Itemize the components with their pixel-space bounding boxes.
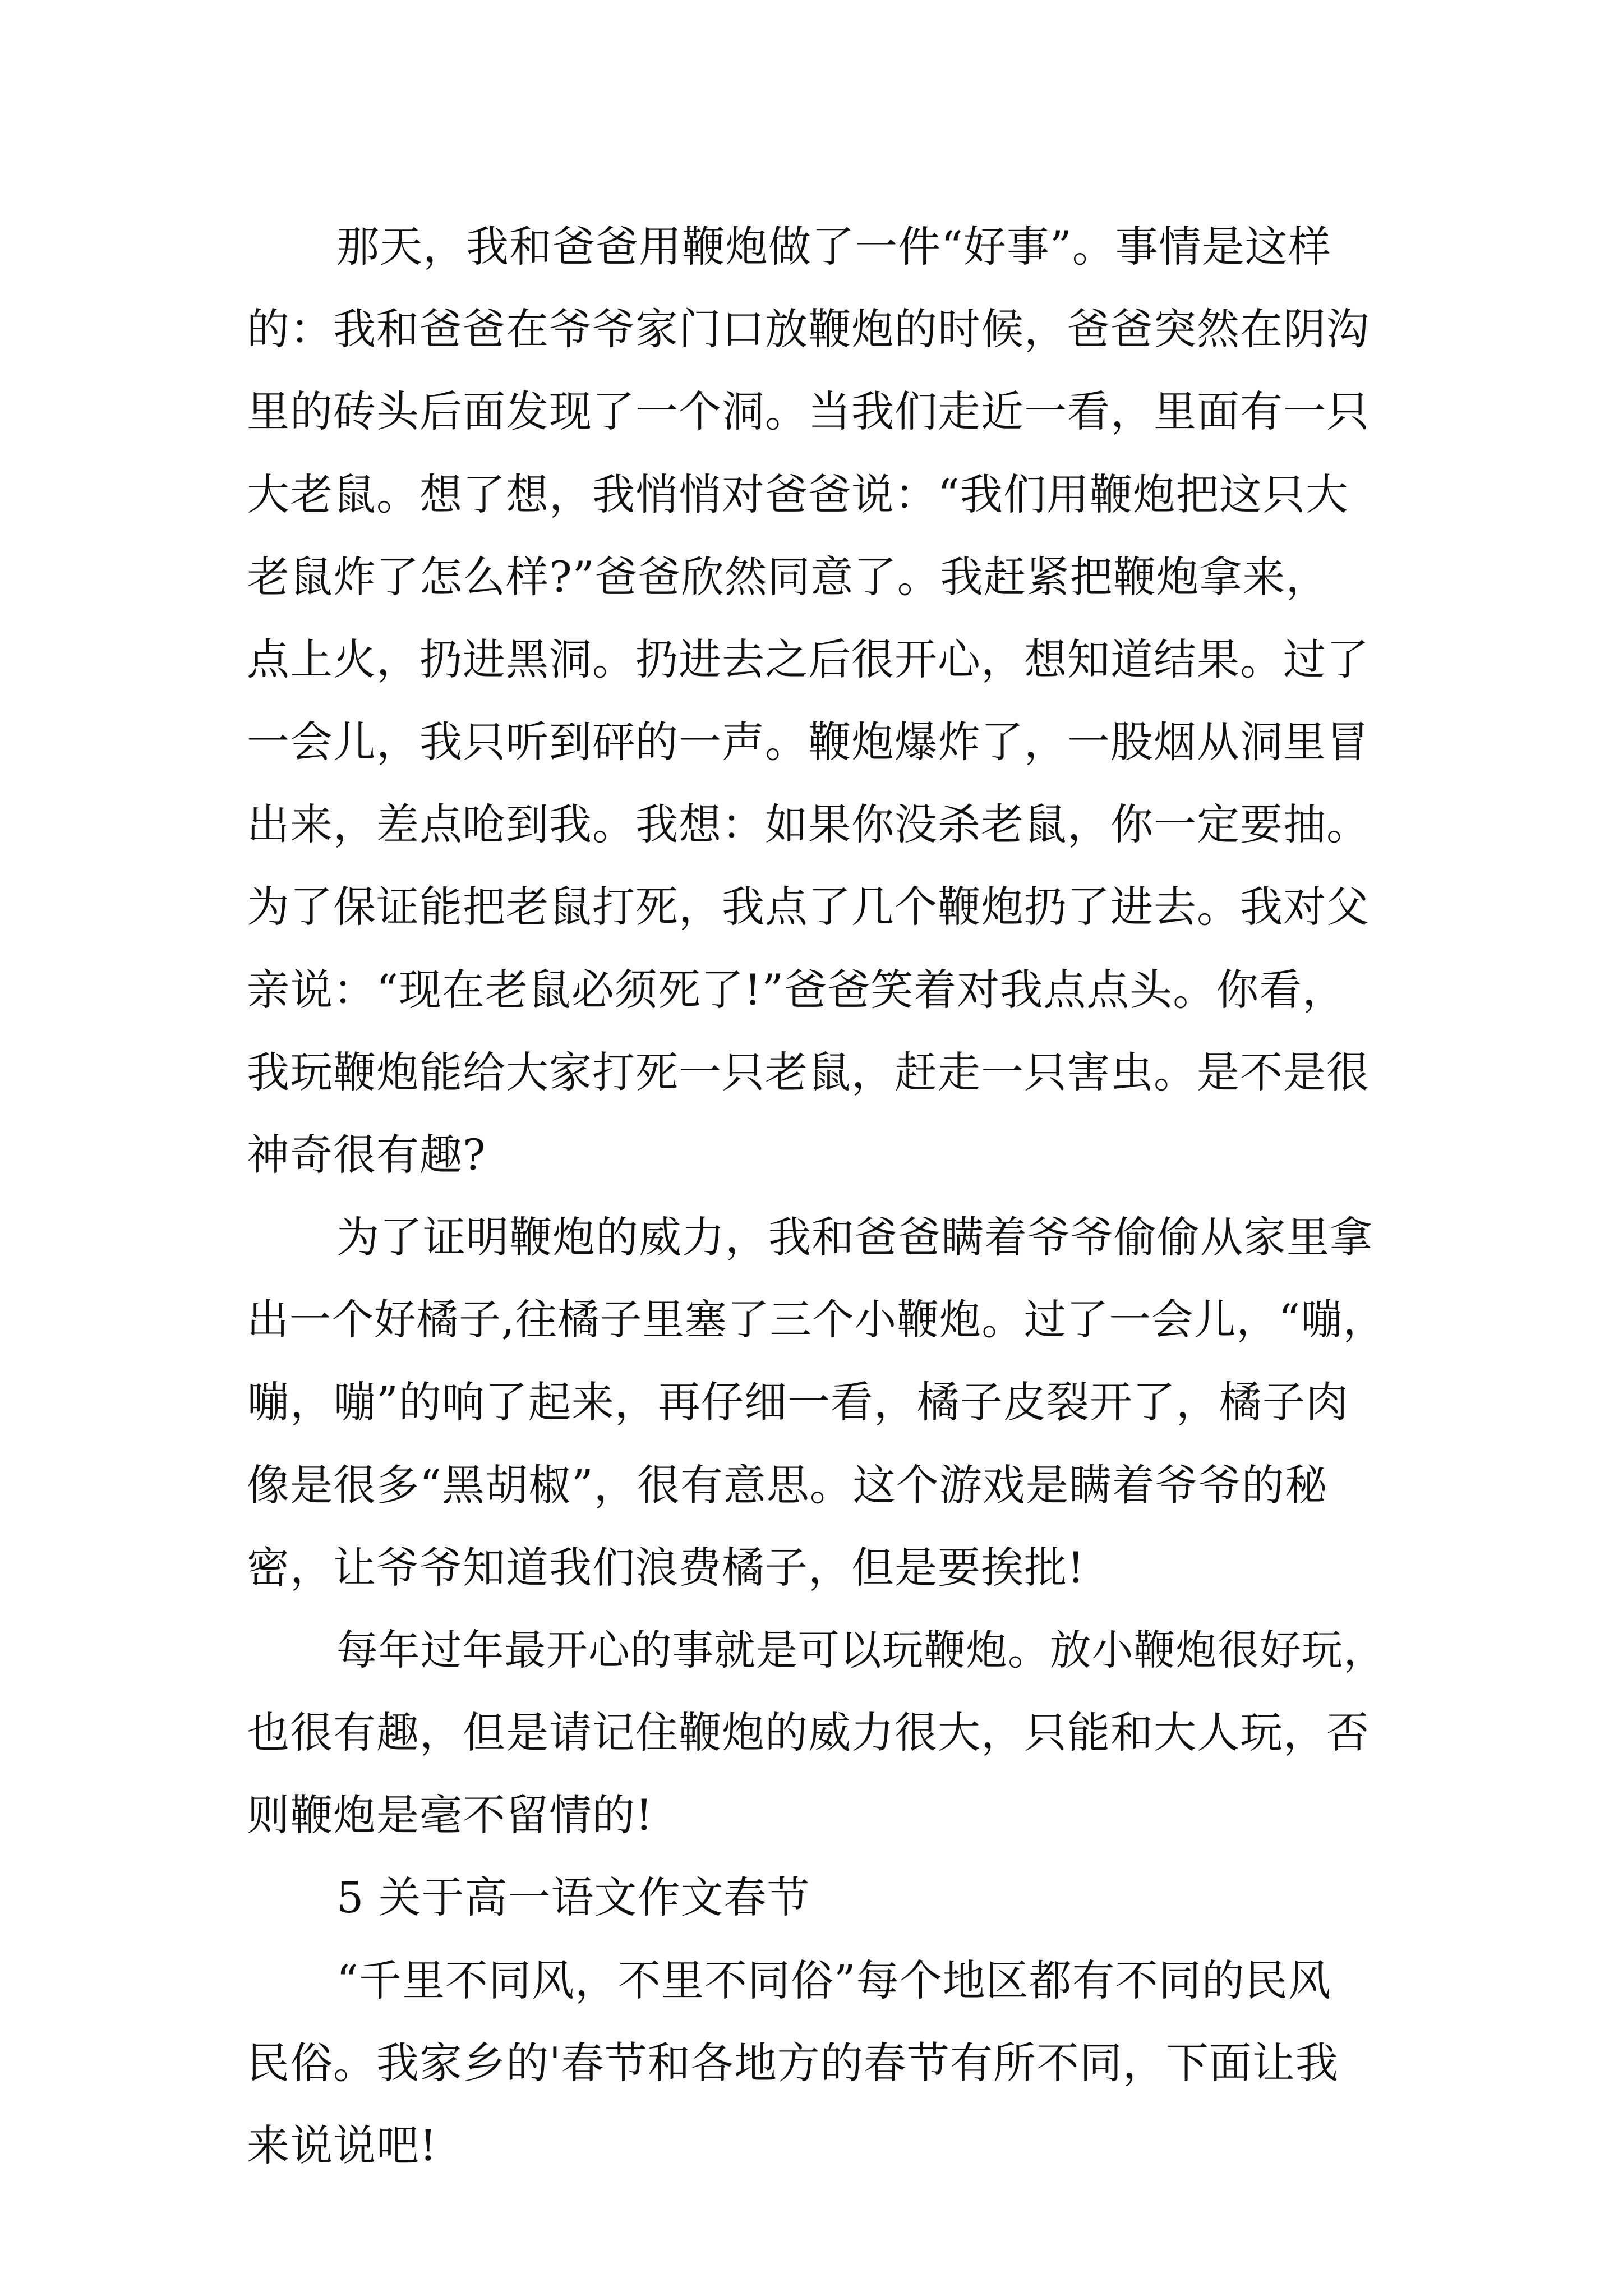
text-line: 一会儿，我只听到砰的一声。鞭炮爆炸了，一股烟从洞里冒 [247,717,1370,767]
text-line: 民俗。我家乡的'春节和各地方的春节有所不同，下面让我 [247,2038,1339,2088]
text-line: 大老鼠。想了想，我悄悄对爸爸说：“我们用鞭炮把这只大 [247,470,1349,519]
text-line: 来说说吧! [247,2120,437,2170]
text-line: 出一个好橘子,往橘子里塞了三个小鞭炮。过了一会儿，“嘣， [247,1295,1386,1344]
text-line: 老鼠炸了怎么样?”爸爸欣然同意了。我赶紧把鞭炮拿来， [247,552,1329,602]
text-line: “千里不同风，不里不同俗”每个地区都有不同的民风 [336,1955,1331,2005]
section-heading: 5 关于高一语文作文春节 [336,1872,810,1922]
text-line: 密，让爷爷知道我们浪费橘子，但是要挨批! [247,1543,1085,1593]
text-line: 每年过年最开心的事就是可以玩鞭炮。放小鞭炮很好玩， [336,1626,1386,1674]
text-line: 则鞭炮是毫不留情的! [247,1790,653,1840]
text-line: 也很有趣，但是请记住鞭炮的威力很大，只能和大人玩，否 [247,1708,1370,1757]
text-line: 那天，我和爸爸用鞭炮做了一件“好事”。事情是这样 [336,222,1331,272]
text-line: 的：我和爸爸在爷爷家门口放鞭炮的时候，爸爸突然在阴沟 [247,304,1370,354]
text-line: 神奇很有趣? [247,1130,486,1180]
text-line: 我玩鞭炮能给大家打死一只老鼠，赶走一只害虫。是不是很 [247,1047,1370,1097]
text-line: 点上火，扔进黑洞。扔进去之后很开心，想知道结果。过了 [247,634,1370,684]
text-line: 为了保证能把老鼠打死，我点了几个鞭炮扔了进去。我对父 [247,882,1370,932]
text-line: 嘣，嘣”的响了起来，再仔细一看，橘子皮裂开了，橘子肉 [247,1377,1349,1427]
text-line: 出来，差点呛到我。我想：如果你没杀老鼠，你一定要抽。 [247,799,1370,849]
text-line: 像是很多“黑胡椒”，很有意思。这个游戏是瞒着爷爷的秘 [247,1460,1328,1510]
text-line: 亲说：“现在老鼠必须死了!”爸爸笑着对我点点头。你看， [247,965,1346,1015]
text-line: 里的砖头后面发现了一个洞。当我们走近一看，里面有一只 [247,386,1370,436]
text-line: 为了证明鞭炮的威力，我和爸爸瞒着爷爷偷偷从家里拿 [336,1212,1373,1262]
